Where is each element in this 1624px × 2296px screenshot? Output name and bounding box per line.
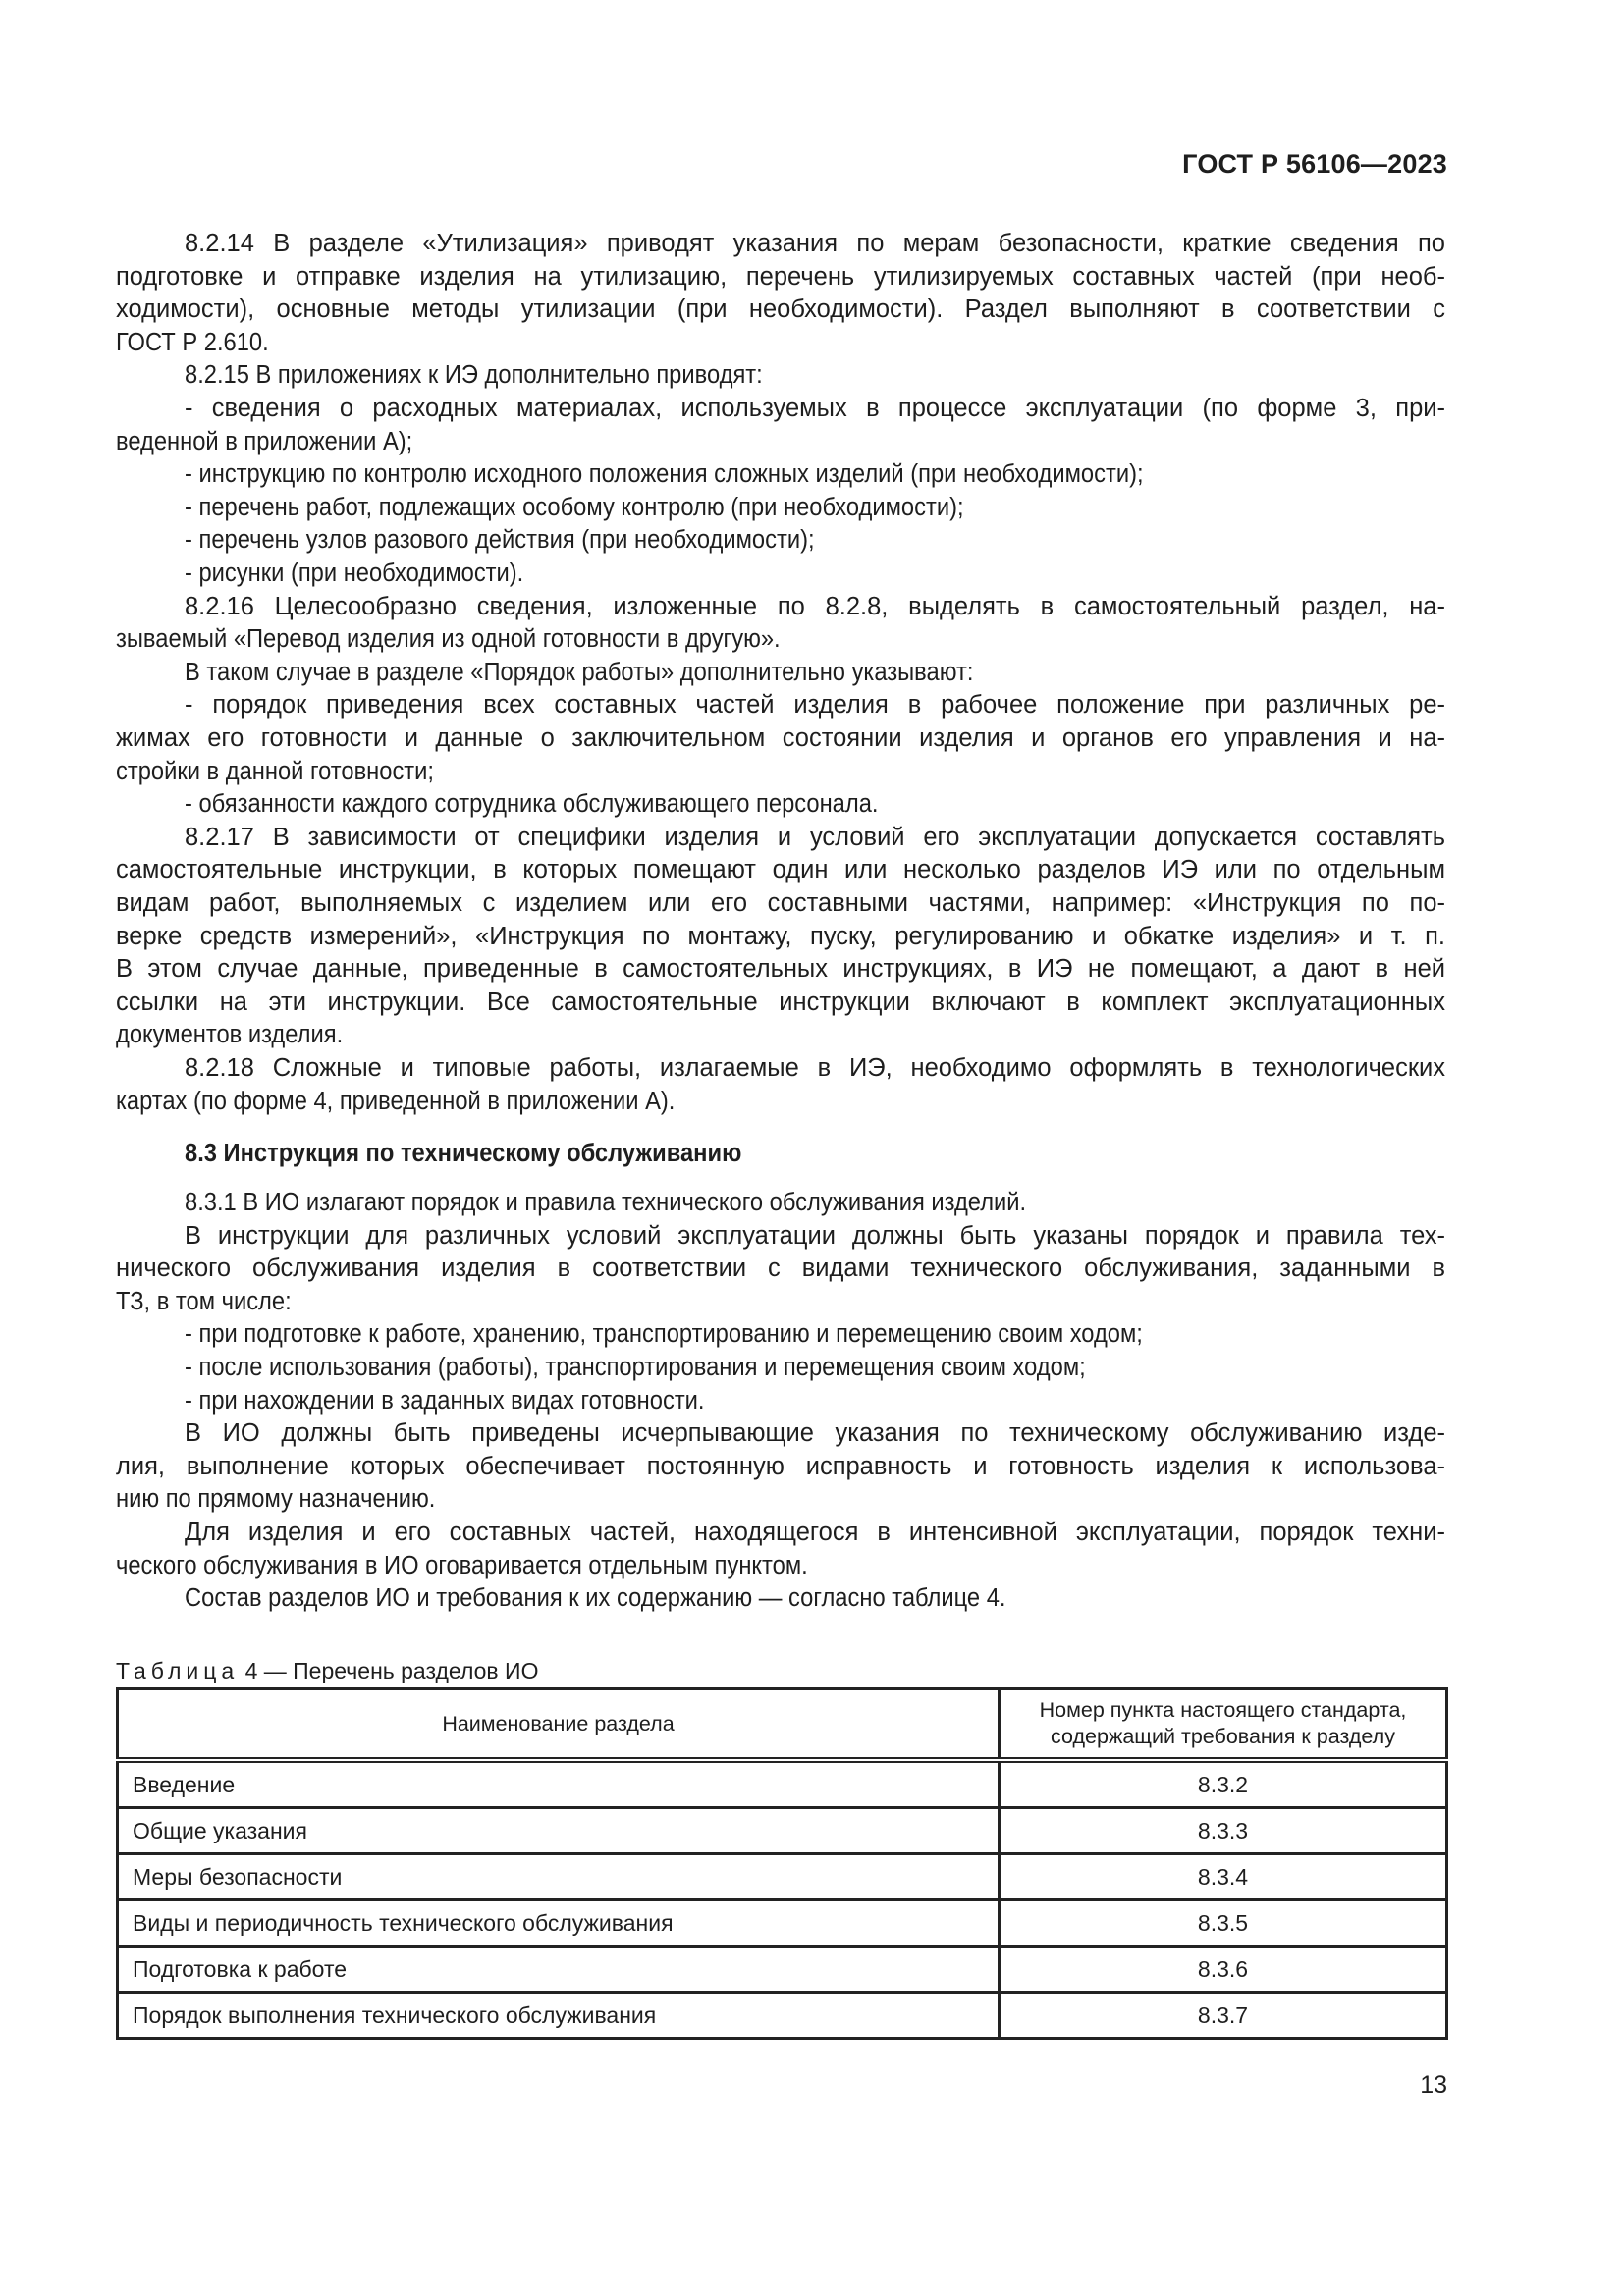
text-line: - сведения о расходных материалах, используемых в процессе эксплуатации (по форме 3, при- [185, 395, 1445, 422]
table-row [118, 1854, 1447, 1900]
table-row [118, 1808, 1447, 1854]
table-row [118, 1760, 1447, 1808]
text-line: - при подготовке к работе, хранению, транспортированию и перемещению своим ходом; [185, 1320, 1143, 1349]
text-line: В этом случае данные, приведенные в самостоятельных инструкциях, в ИЭ не помещают, а дают в ней [116, 955, 1445, 984]
text-line: - после использования (работы), транспортирования и перемещения своим ходом; [185, 1354, 1086, 1381]
row-clause: 8.3.4 [1000, 1854, 1447, 1900]
row-clause: 8.3.6 [1000, 1947, 1447, 1993]
text-line: видам работ, выполняемых с изделием или его составными частями, например: «Инструкция по по- [116, 889, 1445, 917]
text-line: В ИО должны быть приведены исчерпывающие указания по техническому обслуживанию изде- [185, 1419, 1445, 1448]
text-line: самостоятельные инструкции, в которых помещают один или несколько разделов ИЭ или по отдельным [116, 856, 1445, 884]
text-line: ческого обслуживания в ИО оговаривается отдельным пунктом. [116, 1551, 808, 1579]
table-caption [116, 1656, 538, 1685]
text-line: жимах его готовности и данные о заключительном состоянии изделия и органов его управления и на- [116, 724, 1445, 752]
text-line: нию по прямому назначению. [116, 1485, 436, 1514]
row-clause: 8.3.7 [1000, 1993, 1447, 2039]
table-row [118, 1900, 1447, 1947]
column-header-clause [1000, 1689, 1447, 1761]
row-name: Меры безопасности [118, 1854, 1000, 1900]
row-clause: 8.3.2 [1000, 1760, 1447, 1808]
table-caption-label: Таблица [116, 1658, 240, 1683]
text-line: 8.2.15 В приложениях к ИЭ дополнительно приводят: [185, 361, 763, 390]
text-line: 8.2.17 В зависимости от специфики изделия и условий его эксплуатации допускается составлять [185, 823, 1445, 851]
text-line: подготовке и отправке изделия на утилизацию, перечень утилизируемых составных частей (при необ- [116, 262, 1445, 291]
row-name: Введение [118, 1760, 1000, 1808]
text-line: В инструкции для различных условий эксплуатации должны быть указаны порядок и правила тех- [185, 1221, 1445, 1250]
text-line: картах (по форме 4, приведенной в приложении А). [116, 1087, 676, 1115]
text-line: ГОСТ Р 2.610. [116, 328, 269, 356]
text-line: стройки в данной готовности; [116, 757, 435, 785]
row-clause: 8.3.5 [1000, 1900, 1447, 1947]
document-code-header: ГОСТ Р 56106—2023 [1182, 149, 1447, 179]
text-line: - порядок приведения всех составных частей изделия в рабочее положение при различных ре- [185, 691, 1445, 720]
text-line: 8.2.16 Целесообразно сведения, изложенные по 8.2.8, выделять в самостоятельный раздел, на- [185, 592, 1445, 620]
row-name: Подготовка к работе [118, 1947, 1000, 1993]
row-name: Общие указания [118, 1808, 1000, 1854]
page-number: 13 [1420, 2071, 1447, 2099]
text-line: - перечень работ, подлежащих особому контролю (при необходимости); [185, 493, 964, 521]
table-row [118, 1993, 1447, 2039]
row-clause: 8.3.3 [1000, 1808, 1447, 1854]
row-name: Виды и периодичность технического обслуживания [118, 1900, 1000, 1947]
text-line: ссылки на эти инструкции. Все самостоятельные инструкции включают в комплект эксплуатационных [116, 988, 1445, 1016]
text-line: лия, выполнение которых обеспечивает постоянную исправность и готовность изделия к использова- [116, 1452, 1445, 1480]
table-caption-title: 4 — Перечень разделов ИО [244, 1658, 539, 1683]
column-header-name: Наименование раздела [118, 1689, 1000, 1761]
text-line: Для изделия и его составных частей, находящегося в интенсивной эксплуатации, порядок техни- [185, 1519, 1445, 1546]
text-line: - рисунки (при необходимости). [185, 560, 524, 587]
text-line: веденной в приложении А); [116, 427, 413, 455]
text-line: ходимости), основные методы утилизации (при необходимости). Раздел выполняют в соответствии с [116, 295, 1445, 324]
column-header-clause-line2: содержащий требования к разделу [1051, 1725, 1395, 1748]
section-heading: 8.3 Инструкция по техническому обслуживанию [185, 1140, 742, 1167]
text-line: нического обслуживания изделия в соответствии с видами технического обслуживания, заданными в [116, 1255, 1445, 1283]
text-line: - перечень узлов разового действия (при необходимости); [185, 526, 815, 555]
text-line: ТЗ, в том числе: [116, 1287, 292, 1315]
text-line: В таком случае в разделе «Порядок работы» дополнительно указывают: [185, 658, 974, 686]
table-row [118, 1947, 1447, 1993]
text-line: документов изделия. [116, 1021, 344, 1049]
text-line: верке средств измерений», «Инструкция по монтажу, пуску, регулированию и обкатке изделия» и т. п. [116, 922, 1445, 950]
text-line: 8.2.18 Сложные и типовые работы, излагаемые в ИЭ, необходимо оформлять в технологических [185, 1054, 1445, 1082]
column-header-clause-line1: Номер пункта настоящего стандарта, [1039, 1698, 1407, 1722]
row-name: Порядок выполнения технического обслуживания [118, 1993, 1000, 2039]
text-line: - обязанности каждого сотрудника обслуживающего персонала. [185, 790, 879, 819]
text-line: - при нахождении в заданных видах готовности. [185, 1386, 705, 1415]
text-line: 8.3.1 В ИО излагают порядок и правила технического обслуживания изделий. [185, 1189, 1027, 1216]
text-line: Состав разделов ИО и требования к их содержанию — согласно таблице 4. [185, 1584, 1006, 1613]
text-line: зываемый «Перевод изделия из одной готовности в другую». [116, 625, 781, 654]
text-line: 8.2.14 В разделе «Утилизация» приводят указания по мерам безопасности, краткие сведения по [185, 230, 1445, 257]
table-header-row [118, 1689, 1447, 1761]
text-line: - инструкцию по контролю исходного положения сложных изделий (при необходимости); [185, 460, 1144, 489]
sections-table [116, 1687, 1448, 2040]
